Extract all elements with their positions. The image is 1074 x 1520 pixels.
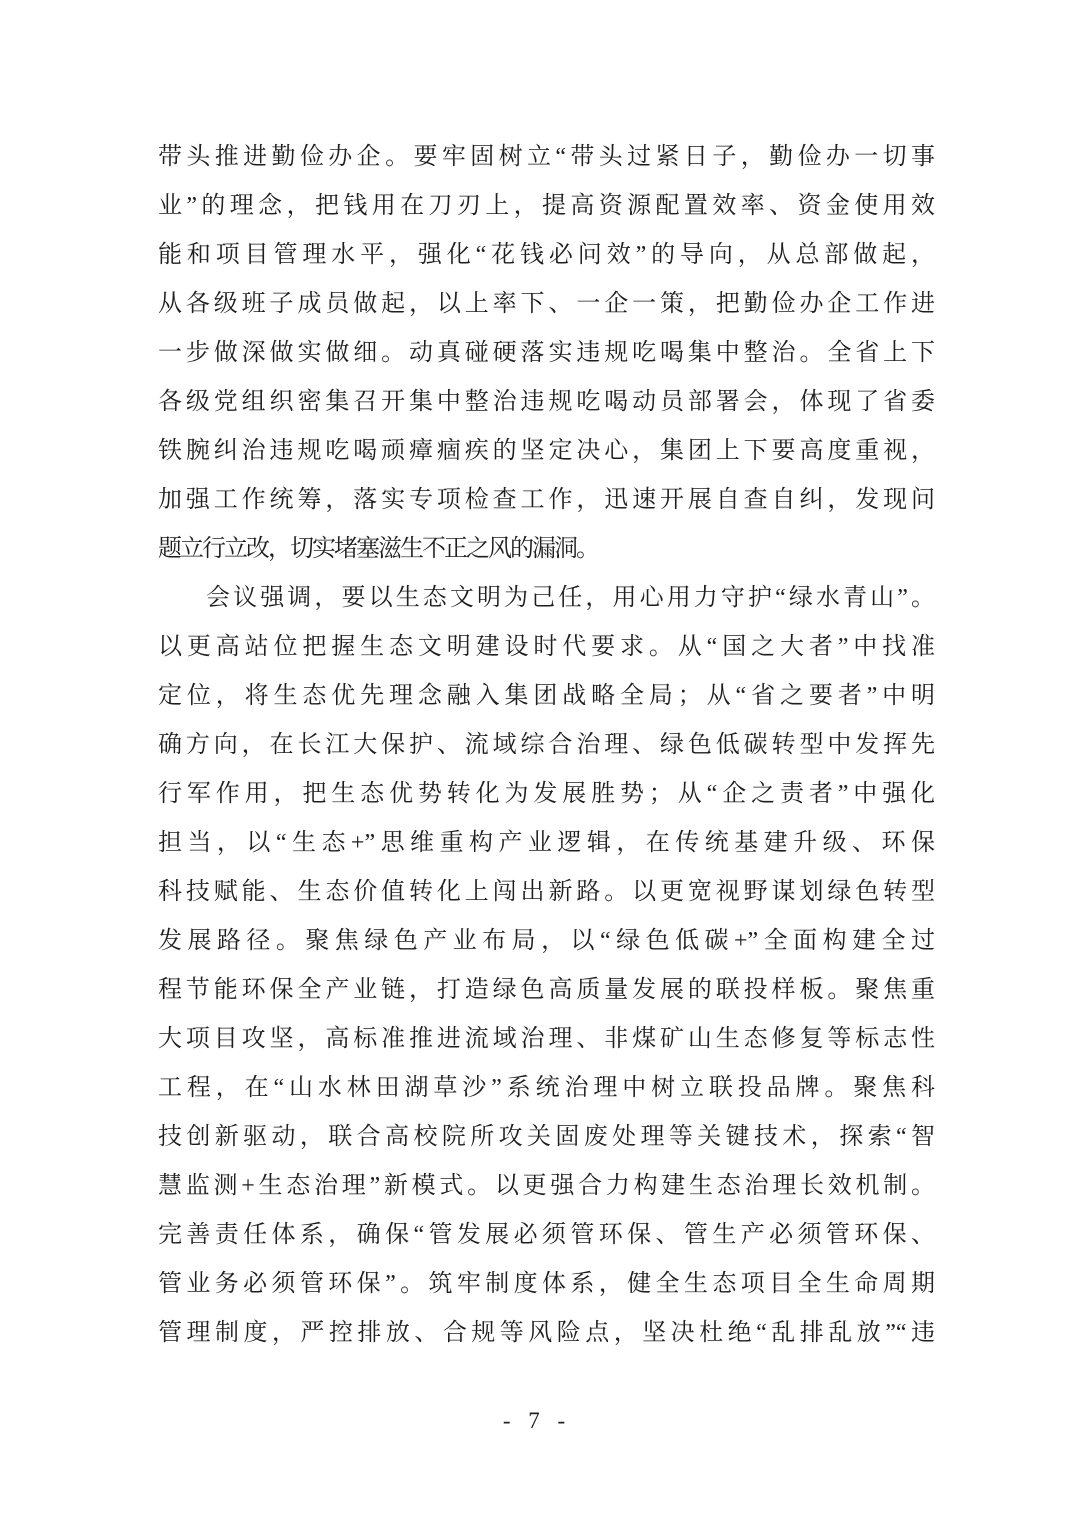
text-line: 铁腕纠治违规吃喝顽瘴痼疾的坚定决心，集团上下要高度重视， xyxy=(158,438,935,464)
text-line: 各级党组织密集召开集中整治违规吃喝动员部署会，体现了省委 xyxy=(158,389,935,415)
text-line: 技创新驱动，联合高校院所攻关固废处理等关键技术，探索“智 xyxy=(158,1124,935,1150)
text-line: 完善责任体系，确保“管发展必须管环保、管生产必须管环保、 xyxy=(158,1222,935,1248)
text-line: 确方向，在长江大保护、流域综合治理、绿色低碳转型中发挥先 xyxy=(158,732,935,758)
text-line: 管业务必须管环保”。筑牢制度体系，健全生态项目全生命周期 xyxy=(158,1271,935,1297)
text-line: 从各级班子成员做起，以上率下、一企一策，把勤俭办企工作进 xyxy=(158,291,935,317)
text-line: 发展路径。聚焦绿色产业布局，以“绿色低碳+”全面构建全过 xyxy=(158,928,935,954)
text-line: 会议强调，要以生态文明为己任，用心用力守护“绿水青山”。 xyxy=(206,585,935,611)
text-line: 定位，将生态优先理念融入集团战略全局；从“省之要者”中明 xyxy=(158,683,935,709)
document-body xyxy=(158,133,935,1358)
text-line: 管理制度，严控排放、合规等风险点，坚决杜绝“乱排乱放”“违 xyxy=(158,1320,935,1346)
text-line: 题立行立改，切实堵塞滋生不正之风的漏洞。 xyxy=(158,536,598,562)
page-number: - 7 - xyxy=(502,1408,572,1433)
text-line: 担当，以“生态+”思维重构产业逻辑，在传统基建升级、环保 xyxy=(158,830,935,856)
text-line: 加强工作统筹，落实专项检查工作，迅速开展自查自纠，发现问 xyxy=(158,487,935,513)
text-line: 大项目攻坚，高标准推进流域治理、非煤矿山生态修复等标志性 xyxy=(158,1026,935,1052)
text-line: 行军作用，把生态优势转化为发展胜势；从“企之责者”中强化 xyxy=(158,781,935,807)
text-line: 能和项目管理水平，强化“花钱必问效”的导向，从总部做起， xyxy=(158,242,935,268)
text-line: 业”的理念，把钱用在刀刃上，提高资源配置效率、资金使用效 xyxy=(158,193,935,219)
text-line: 以更高站位把握生态文明建设时代要求。从“国之大者”中找准 xyxy=(158,634,935,660)
text-line: 工程，在“山水林田湖草沙”系统治理中树立联投品牌。聚焦科 xyxy=(158,1075,935,1101)
text-line: 慧监测+生态治理”新模式。以更强合力构建生态治理长效机制。 xyxy=(158,1173,935,1199)
text-line: 一步做深做实做细。动真碰硬落实违规吃喝集中整治。全省上下 xyxy=(158,340,935,366)
text-line: 程节能环保全产业链，打造绿色高质量发展的联投样板。聚焦重 xyxy=(158,977,935,1003)
text-line: 带头推进勤俭办企。要牢固树立“带头过紧日子，勤俭办一切事 xyxy=(158,144,935,170)
text-line: 科技赋能、生态价值转化上闯出新路。以更宽视野谋划绿色转型 xyxy=(158,879,935,905)
